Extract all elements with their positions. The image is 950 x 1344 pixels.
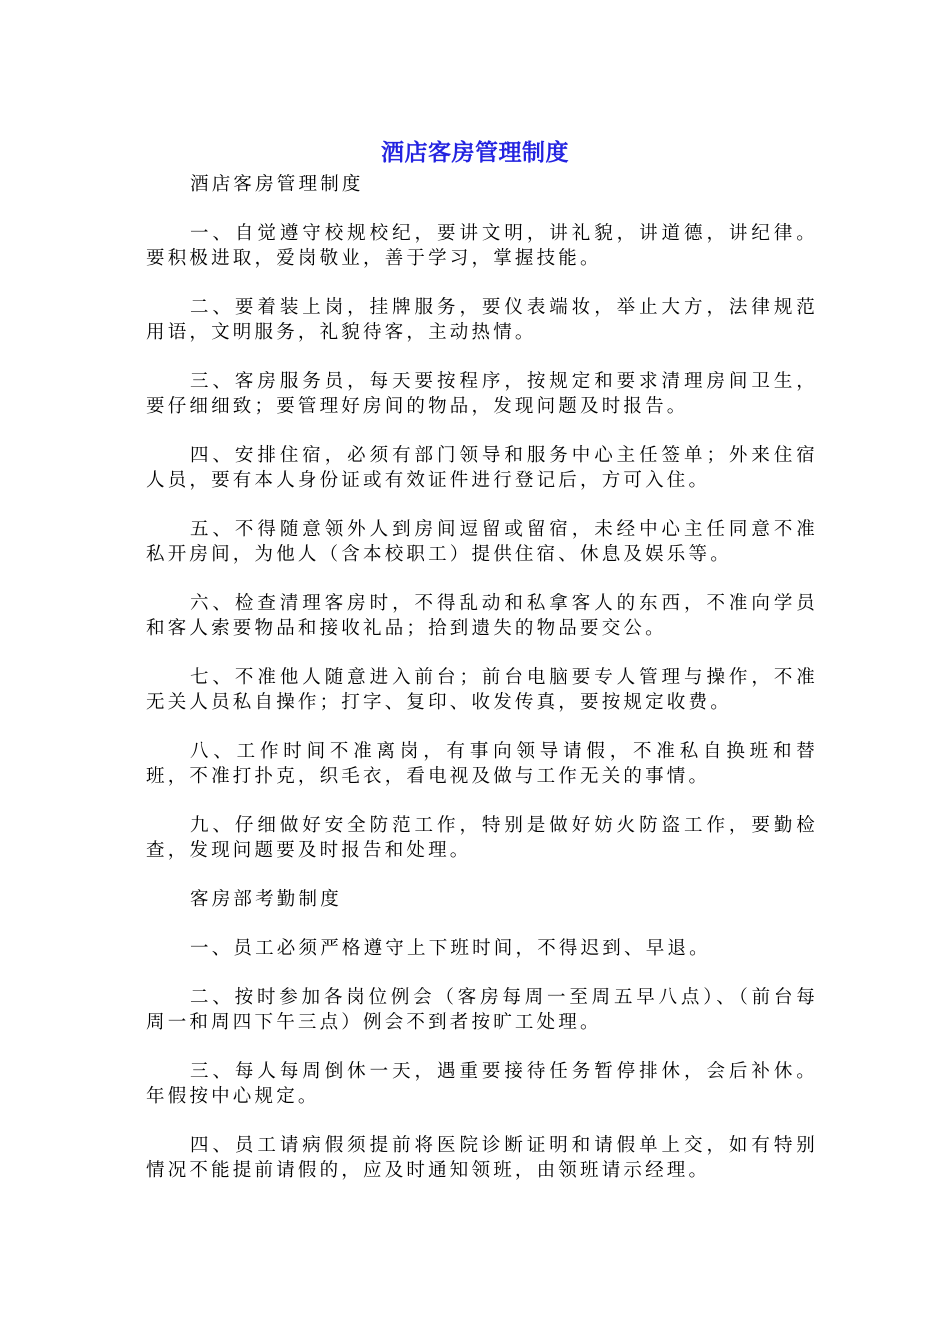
paragraph: 七、不准他人随意进入前台；前台电脑要专人管理与操作，不准无关人员私自操作；打字、复印、收发传真，要按规定收费。 — [146, 667, 818, 713]
document-title: 酒店客房管理制度 — [381, 140, 569, 166]
paragraph: 二、要着装上岗，挂牌服务，要仪表端妆，举止大方，法律规范用语，文明服务，礼貌待客，主动热情。 — [146, 297, 818, 343]
paragraph: 四、员工请病假须提前将医院诊断证明和请假单上交，如有特别情况不能提前请假的，应及时通知领班，由领班请示经理。 — [146, 1135, 818, 1181]
paragraph: 一、员工必须严格遵守上下班时间，不得迟到、早退。 — [190, 938, 711, 959]
paragraph: 三、客房服务员，每天要按程序，按规定和要求清理房间卫生，要仔细细致；要管理好房间的物品，发现问题及时报告。 — [146, 371, 818, 417]
paragraph: 四、安排住宿，必须有部门领导和服务中心主任签单；外来住宿人员，要有本人身份证或有效证件进行登记后，方可入住。 — [146, 445, 818, 491]
document-body — [146, 172, 818, 1207]
paragraph: 八、工作时间不准离岗，有事向领导请假，不准私自换班和替班，不准打扑克，织毛衣，看电视及做与工作无关的事情。 — [146, 741, 818, 787]
paragraph: 六、检查清理客房时，不得乱动和私拿客人的东西，不准向学员和客人索要物品和接收礼品；拾到遗失的物品要交公。 — [146, 593, 818, 639]
paragraph: 五、不得随意领外人到房间逗留或留宿，未经中心主任同意不准私开房间，为他人（含本校职工）提供住宿、休息及娱乐等。 — [146, 519, 818, 565]
paragraph: 九、仔细做好安全防范工作，特别是做好妨火防盗工作，要勤检查，发现问题要及时报告和处理。 — [146, 815, 818, 861]
section-heading: 客房部考勤制度 — [190, 889, 342, 910]
paragraph: 一、自觉遵守校规校纪，要讲文明，讲礼貌，讲道德，讲纪律。要积极进取，爱岗敬业，善于学习，掌握技能。 — [146, 223, 818, 269]
paragraph: 二、按时参加各岗位例会（客房每周一至周五早八点）、（前台每周一和周四下午三点）例会不到者按旷工处理。 — [146, 987, 818, 1033]
paragraph: 三、每人每周倒休一天，遇重要接待任务暂停排休，会后补休。年假按中心规定。 — [146, 1061, 818, 1107]
section-heading: 酒店客房管理制度 — [190, 174, 364, 195]
